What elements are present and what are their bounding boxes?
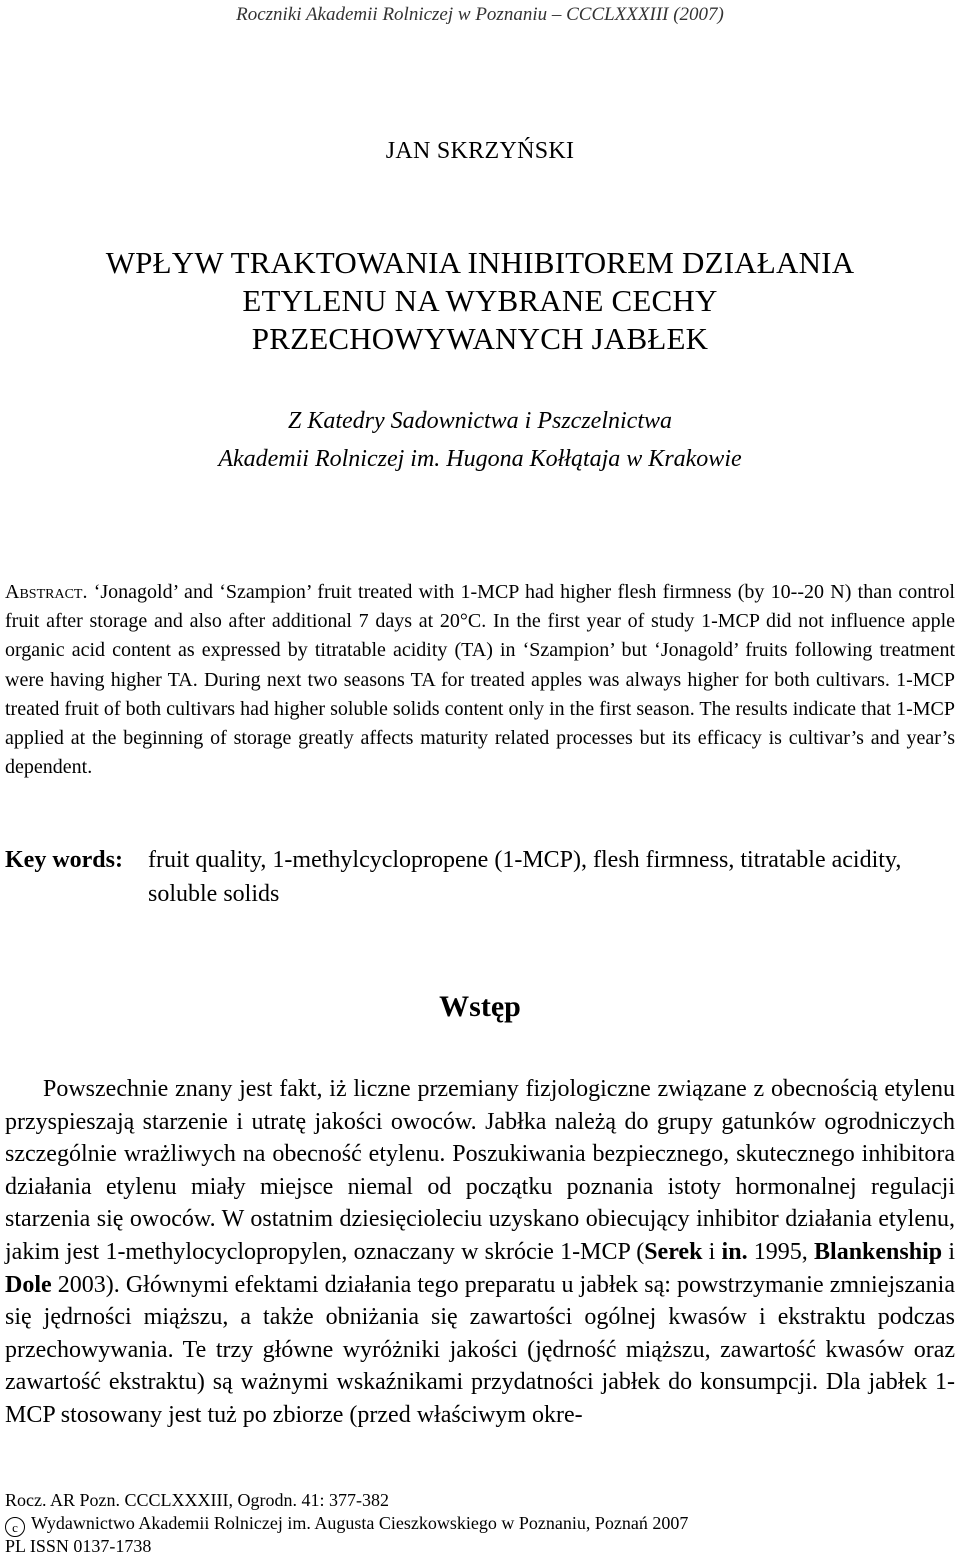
introduction-body <box>5 1073 955 1432</box>
citation-etal: in. <box>721 1238 748 1265</box>
section-heading: Wstęp <box>439 990 521 1023</box>
intro-text: Głównymi efektami działania tego preparatu u jabłek są: powstrzymanie zmniejszania się jędrności miąższu, a także obniżania się zawartości ogólnej kwasów i ekstraktu podczas przechowywania. Te trzy główne wyróżniki jakości (jędrność miąższu, zawartość kwasów oraz zawartość ekstraktu) są ważnymi wskaźnikami przydatności jabłek do konsumpcji. Dla jabłek 1-MCP stosowany jest tuż po zbiorze (przed właściwym okre- <box>5 1271 955 1428</box>
affiliation-line: Akademii Rolniczej im. Hugona Kołłątaja w Krakowie <box>218 446 742 472</box>
abstract-text: ‘Jonagold’ and ‘Szampion’ fruit treated with 1-MCP had higher flesh firmness (by 10--20 N) than control fruit after storage and also after additional 7 days at 20°C. In the first year of study 1-MCP did not influence apple organic acid content as expressed by titratable acidity (TA) in ‘Szampion’ but ‘Jonagold’ fruits following treatment were having higher TA. During next two seasons TA for treated apples was always higher for both cultivars. 1-MCP treated fruit of both cultivars had higher soluble solids content only in the first season. The results indicate that 1-MCP applied at the beginning of storage greatly affects maturity related processes but its efficacy is cultivar’s and year’s dependent. <box>5 581 955 779</box>
affiliation <box>0 402 960 478</box>
abstract-label: Abstract. <box>5 581 88 603</box>
citation-text: i <box>702 1238 722 1265</box>
title-line: WPŁYW TRAKTOWANIA INHIBITOREM DZIAŁANIA <box>105 245 855 280</box>
footer-copyright <box>5 1512 955 1537</box>
keywords-text: fruit quality, 1-methylcyclopropene (1-MCP), flesh firmness, titratable acidity, soluble solids <box>148 847 902 907</box>
affiliation-line: Z Katedry Sadownictwa i Pszczelnictwa <box>288 408 672 434</box>
title-line: PRZECHOWYWANYCH JABŁEK <box>251 321 709 356</box>
title-line: ETYLENU NA WYBRANE CECHY <box>242 283 718 318</box>
paper-title <box>0 244 960 358</box>
footer-citation: Rocz. AR Pozn. CCCLXXXIII, Ogrodn. 41: 377-382 <box>5 1490 389 1510</box>
abstract <box>5 578 955 782</box>
citation-author: Dole <box>5 1271 52 1298</box>
keywords-label: Key words: <box>5 847 123 873</box>
copyright-icon: c <box>5 1517 25 1537</box>
running-header: Roczniki Akademii Rolniczej w Poznaniu – CCCLXXXIII (2007) <box>236 4 724 25</box>
keywords <box>5 843 955 911</box>
citation-year: 1995, <box>747 1238 815 1265</box>
footer-issn: PL ISSN 0137-1738 <box>5 1536 152 1556</box>
citation-year: 2003). <box>51 1271 120 1298</box>
citation-text: i <box>942 1238 956 1265</box>
copyright-text: Wydawnictwo Akademii Rolniczej im. Augusta Cieszkowskiego w Poznaniu, Poznań 2007 <box>31 1513 689 1533</box>
author-name: JAN SKRZYŃSKI <box>385 138 575 164</box>
citation-author: Blankenship <box>814 1238 943 1265</box>
intro-text: Powszechnie znany jest fakt, iż liczne przemiany fizjologiczne związane z obecnością etylenu przyspieszają starzenie i utratę jakości owoców. Jabłka należą do grupy gatunków ogrodniczych szczególnie wrażliwych na obecność etylenu. Poszukiwania bezpiecznego, skutecznego inhibitora działania etylenu miały miejsce niemal od początku poznania istoty hormonalnej regulacji starzenia się owoców. W ostatnim dziesięcioleciu uzyskano obiecujący inhibitor działania etylenu, jakim jest 1-methylocyclopropylen, oznaczany w skrócie 1-MCP ( <box>5 1076 955 1265</box>
citation-author: Serek <box>644 1238 703 1265</box>
